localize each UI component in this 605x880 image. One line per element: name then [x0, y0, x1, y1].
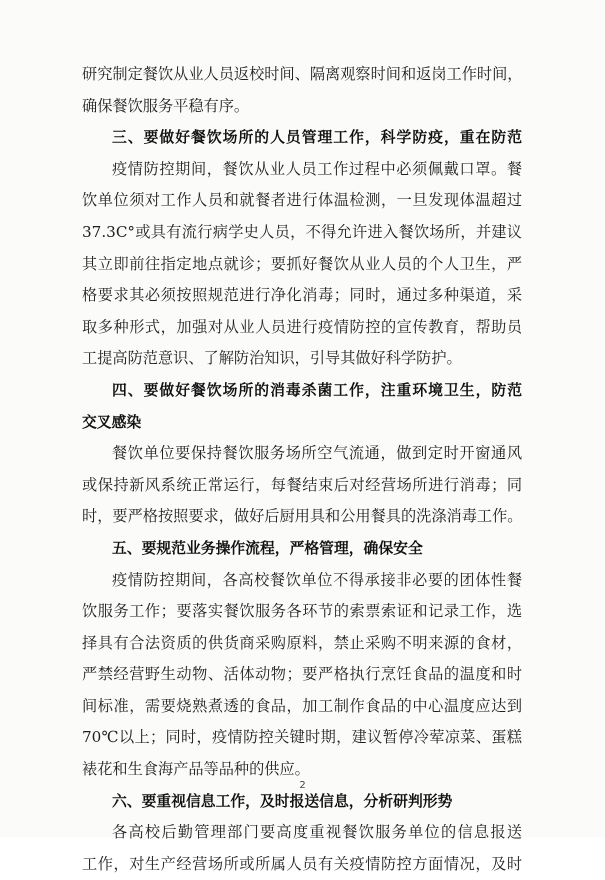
text-line-13: 餐饮单位要保持餐饮服务场所空气流通，做到定时开窗通风: [112, 444, 522, 463]
text-line-14: 或保持新风系统正常运行，每餐结束后对经营场所进行消毒；同: [82, 475, 522, 494]
text-line-21: 间标准，需要烧熟煮透的食品，加工制作食品的中心温度应达到: [82, 696, 522, 715]
text-line-6: 37.3C°或具有流行病学史人员，不得允许进入餐饮场所，并建议: [82, 222, 522, 241]
text-line-9: 取多种形式，加强对从业人员进行疫情防控的宣传教育，帮助员: [82, 317, 522, 336]
section-heading-6: 六、要重视信息工作，及时报送信息，分析研判形势: [112, 792, 453, 810]
text-line-19: 择具有合法资质的供货商采购原料，禁止采购不明来源的食材，: [82, 633, 522, 652]
text-line-22: 70℃以上；同时，疫情防控关键时期，建议暂停冷荤凉菜、蛋糕: [82, 728, 522, 747]
text-line-18: 饮服务工作；要落实餐饮服务各环节的索票索证和记录工作，选: [82, 602, 522, 621]
section-heading-4: 四、要做好餐饮场所的消毒杀菌工作，注重环境卫生，防范: [112, 381, 522, 399]
text-line-8: 格要求其必须按照规范进行净化消毒；同时，通过多种渠道，采: [82, 286, 522, 305]
page-number: 2: [299, 780, 306, 791]
section-heading-4-continued: 交叉感染: [82, 413, 142, 431]
text-line-4: 疫情防控期间，餐饮从业人员工作过程中必须佩戴口罩。餐: [112, 159, 522, 178]
document-body: [82, 59, 522, 880]
text-line-10: 工提高防范意识、了解防治知识，引导其做好科学防护。: [82, 349, 462, 368]
text-line-20: 严禁经营野生动物、活体动物；要严格执行烹饪食品的温度和时: [82, 665, 522, 684]
text-line-23: 裱花和生食海产品等品种的供应。: [82, 760, 310, 779]
text-line-26: 工作，对生产经营场所或所属人员有关疫情防控方面情况，及时: [82, 854, 522, 873]
text-line-2: 确保餐饮服务平稳有序。: [82, 96, 250, 115]
text-line-15: 时，要严格按照要求，做好后厨用具和公用餐具的洗涤消毒工作。: [82, 507, 522, 526]
text-line-25: 各高校后勤管理部门要高度重视餐饮服务单位的信息报送: [112, 823, 522, 842]
text-line-7: 其立即前往指定地点就诊；要抓好餐饮从业人员的个人卫生，严: [82, 254, 522, 273]
section-heading-5: 五、要规范业务操作流程，严格管理，确保安全: [112, 539, 423, 557]
text-line-1: 研究制定餐饮从业人员返校时间、隔离观察时间和返岗工作时间，: [82, 65, 522, 83]
text-line-5: 饮单位须对工作人员和就餐者进行体温检测，一旦发现体温超过: [82, 191, 522, 210]
section-heading-3: 三、要做好餐饮场所的人员管理工作，科学防疫，重在防范: [112, 129, 522, 147]
text-line-17: 疫情防控期间，各高校餐饮单位不得承接非必要的团体性餐: [112, 570, 522, 589]
